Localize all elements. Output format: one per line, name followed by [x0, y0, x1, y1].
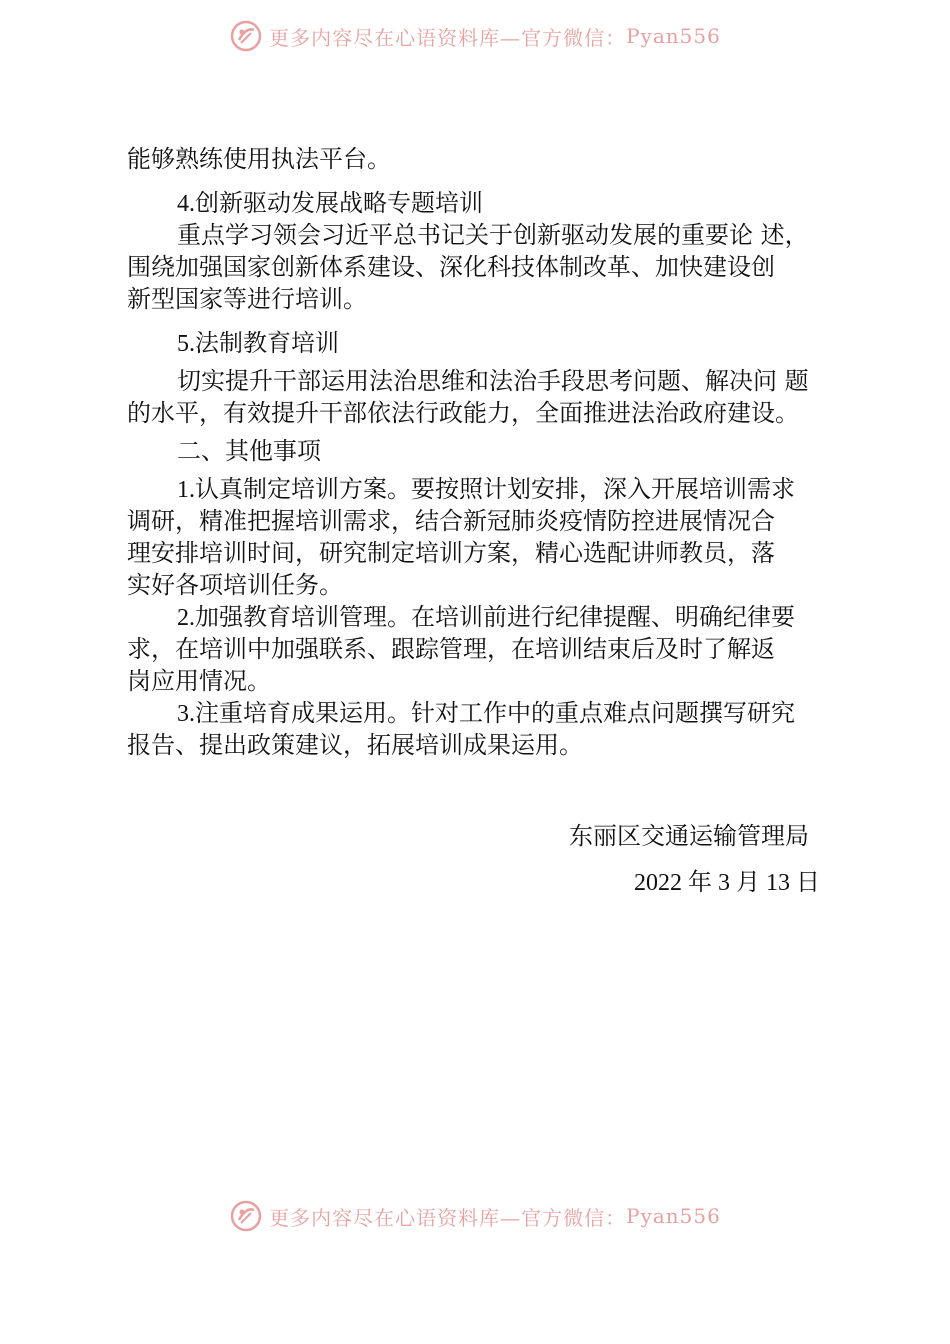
paragraph-line: 岗应用情况。: [127, 667, 271, 695]
paragraph-line: 新型国家等进行培训。: [127, 285, 367, 313]
item-text: 3.注重培育成果运用。针对工作中的重点难点问题撰写研究: [177, 701, 795, 727]
paragraph-line: 围绕加强国家创新体系建设、深化科技体制改革、加快建设创: [127, 253, 775, 281]
section-heading-other: 二、其他事项: [177, 437, 321, 465]
paragraph-line: 求，在培训中加强联系、跟踪管理，在培训结束后及时了解返: [127, 635, 775, 663]
watermark-text: 更多内容尽在心语资料库—官方微信：: [269, 25, 627, 50]
watermark-wechat-id: Pyan556: [626, 24, 721, 48]
footer-watermark: [0, 1196, 950, 1236]
watermark-text: 更多内容尽在心语资料库—官方微信：: [269, 1205, 627, 1230]
paragraph-line: 的水平，有效提升干部依法行政能力，全面推进法治政府建设。: [127, 399, 799, 427]
watermark-wechat-id: Pyan556: [626, 1204, 721, 1228]
paragraph-line: 能够熟练使用执法平台。: [127, 145, 391, 173]
item-text: 2.加强教育培训管理。在培训前进行纪律提醒、明确纪律要: [177, 605, 795, 631]
paragraph-line: [127, 473, 825, 505]
document-body: [127, 143, 825, 761]
paragraph-line: [127, 601, 825, 633]
paragraph-line: 重点学习领会习近平总书记关于创新驱动发展的重要论 述，: [177, 221, 809, 249]
paragraph-line: [127, 697, 825, 729]
heading-text: 5.法制教育培训: [177, 331, 339, 357]
paragraph-line: 切实提升干部运用法治思维和法治手段思考问题、解决问 题: [177, 367, 809, 395]
paragraph-line: 调研，精准把握培训需求，结合新冠肺炎疫情防控进展情况合: [127, 507, 775, 535]
signature-date: [634, 866, 820, 899]
paragraph-line: 实好各项培训任务。: [127, 571, 343, 599]
section-heading-5: [127, 327, 825, 359]
paragraph-line: 报告、提出政策建议，拓展培训成果运用。: [127, 731, 583, 759]
item-text: 1.认真制定培训方案。要按照计划安排，深入开展培训需求: [177, 477, 795, 503]
heading-text: 4.创新驱动发展战略专题培训: [177, 191, 483, 217]
library-logo-icon: [229, 1199, 263, 1233]
section-heading-4: [127, 187, 825, 219]
header-watermark: [0, 16, 950, 56]
paragraph-line: 理安排培训时间，研究制定培训方案，精心选配讲师教员，落: [127, 539, 775, 567]
date-text: 2022 年 3 月 13 日: [634, 870, 820, 896]
signature-organization: 东丽区交通运输管理局: [569, 822, 809, 850]
library-logo-icon: [229, 19, 263, 53]
